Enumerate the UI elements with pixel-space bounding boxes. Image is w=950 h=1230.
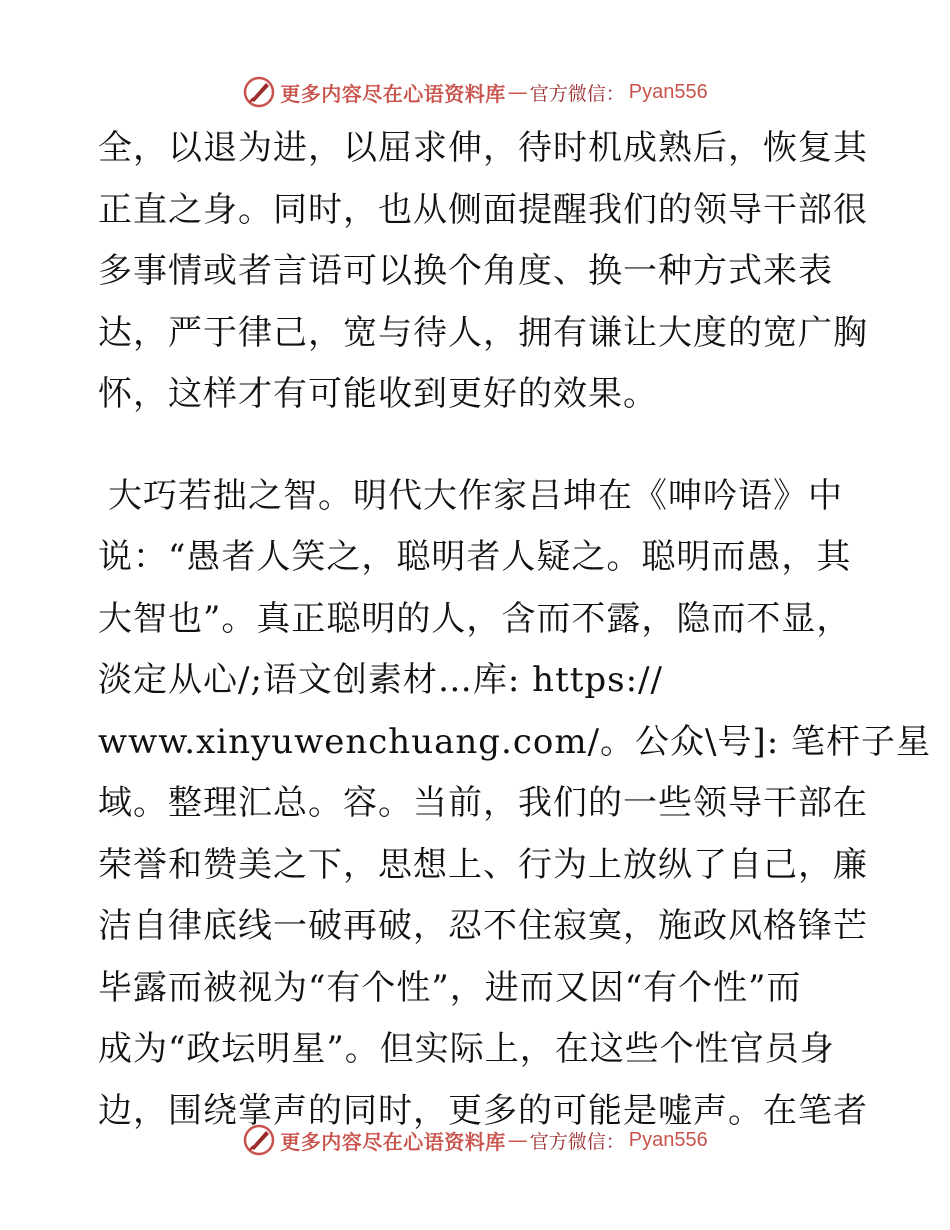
text-line: 成为“政坛明星”。但实际上，在这些个性官员身: [98, 1029, 835, 1069]
text-line: 大巧若拙之智。明代大作家吕坤在《呻吟语》中: [108, 475, 843, 516]
text-line: 达，严于律己，宽与待人，拥有谦让大度的宽广胸: [98, 312, 868, 353]
text-line: 荣誉和赞美之下，思想上、行为上放纵了自己，廉: [98, 844, 868, 885]
text-line: 怀，这样才有可能收到更好的效果。: [98, 374, 658, 414]
watermark-wechat-label: 官方微信：: [529, 1130, 625, 1153]
text-line: 洁自律底线一破再破，忍不住寂寞，施政风格锋芒: [98, 906, 868, 946]
watermark-wechat-id: Pyan556: [628, 1128, 708, 1151]
text-line: www.xinyuwenchuang.com/。公众\号]: 笔杆子星: [98, 721, 932, 762]
text-line: 大智也”。真正聪明的人，含而不露，隐而不显，: [98, 598, 852, 639]
paragraph-2: [98, 466, 932, 1143]
paragraph-gap: [98, 426, 858, 466]
text-line: 边，围绕掌声的同时，更多的可能是嘘声。在笔者: [98, 1090, 868, 1131]
paragraph-1: [98, 118, 868, 426]
feather-pen-logo-icon: [242, 1123, 276, 1157]
watermark-wechat-id: Pyan556: [628, 80, 708, 103]
feather-pen-logo-icon: [242, 75, 276, 109]
header-watermark: [0, 72, 950, 112]
text-line: 正直之身。同时，也从侧面提醒我们的领导干部很: [98, 189, 868, 230]
watermark-text: 更多内容尽在心语资料库: [280, 1129, 506, 1154]
text-line: 域。整理汇总。容。当前，我们的一些领导干部在: [98, 783, 868, 823]
watermark-wechat-label: 官方微信：: [529, 82, 625, 105]
watermark-separator: —: [507, 80, 528, 104]
text-line: 多事情或者言语可以换个角度、换一种方式来表: [98, 251, 833, 291]
text-line: 毕露而被视为“有个性”，进而又因“有个性”而: [98, 967, 802, 1008]
footer-watermark: [0, 1120, 950, 1160]
text-line: 说：“愚者人笑之，聪明者人疑之。聪明而愚，其: [98, 537, 852, 577]
text-line: 淡定从心/;语文创素材…库: https://: [98, 660, 663, 700]
watermark-separator: —: [507, 1128, 528, 1152]
watermark-text: 更多内容尽在心语资料库: [280, 81, 506, 106]
document-body: [98, 118, 932, 1142]
text-line: 全，以退为进，以屈求伸，待时机成熟后，恢复其: [98, 128, 868, 168]
